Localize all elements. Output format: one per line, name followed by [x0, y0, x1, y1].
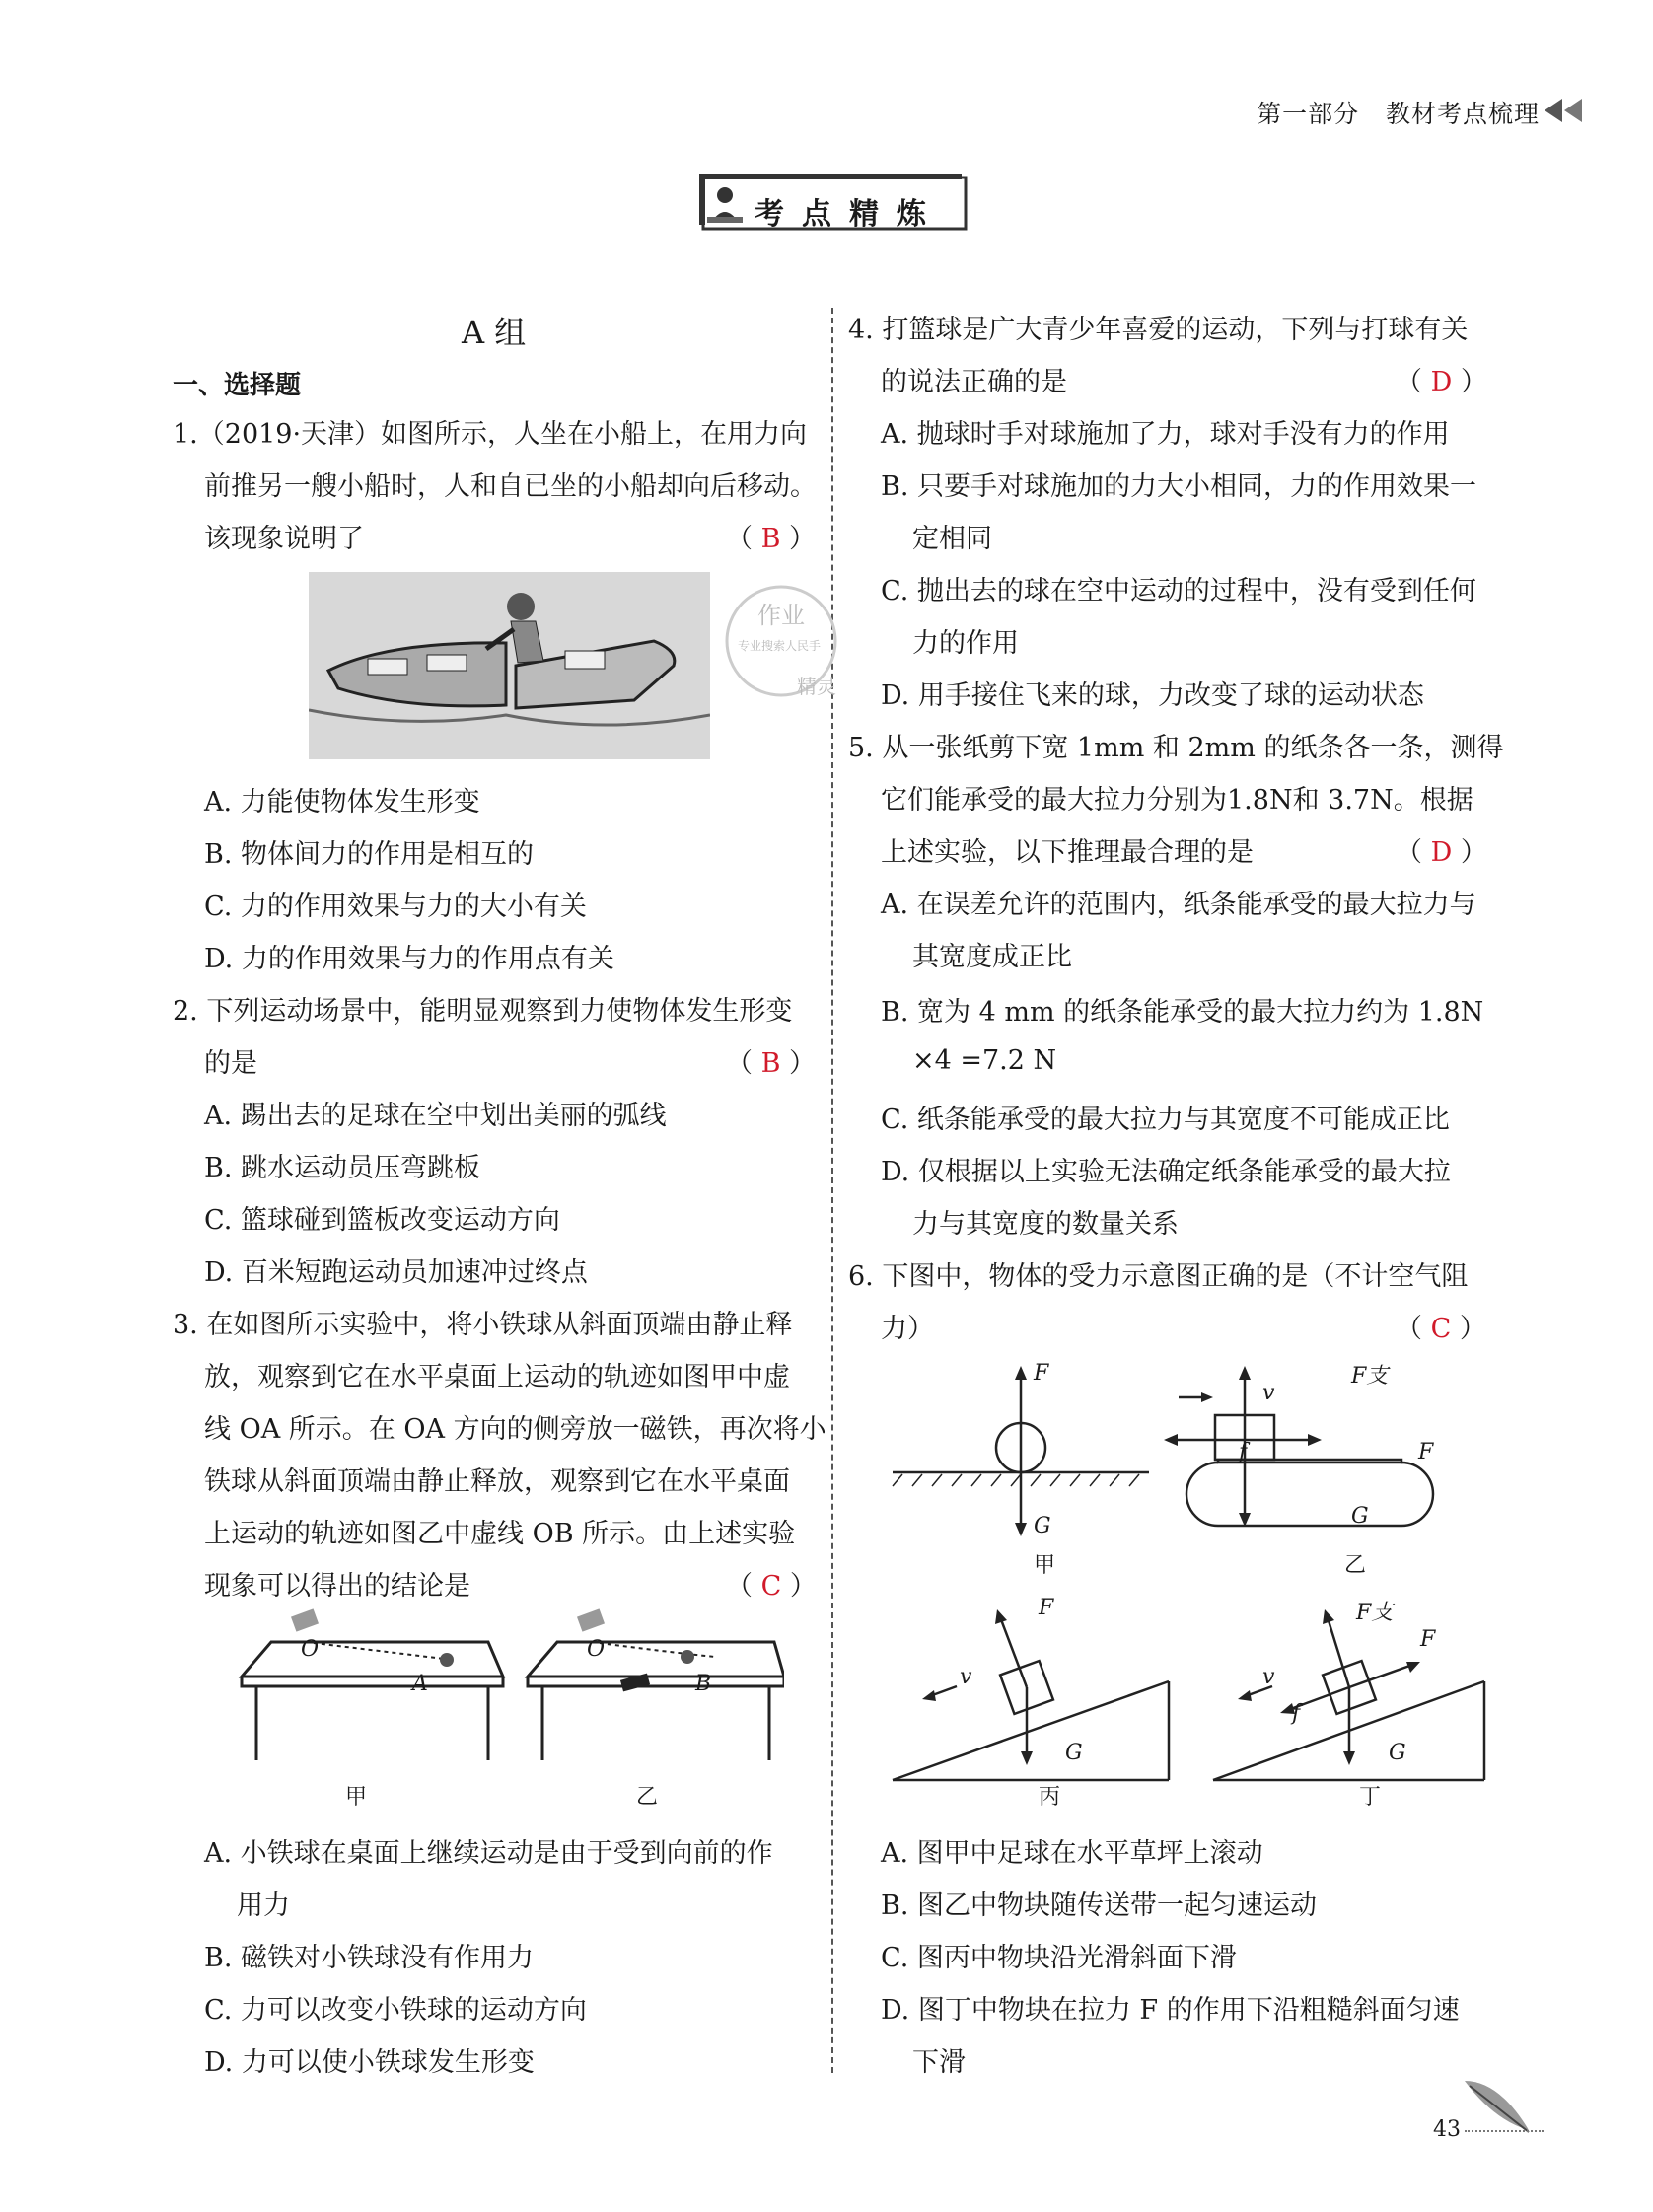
- option: A. 力能使物体发生形变: [204, 787, 480, 818]
- q3-line: 放，观察到它在水平桌面上运动的轨迹如图甲中虚: [204, 1362, 790, 1392]
- fig-caption: 甲: [1034, 1553, 1056, 1578]
- option: C. 力可以改变小铁球的运动方向: [204, 1995, 587, 2026]
- option: D. 仅根据以上实验无法确定纸条能承受的最大拉: [881, 1157, 1451, 1187]
- q3-line: 铁球从斜面顶端由静止释放，观察到它在水平桌面: [204, 1466, 790, 1497]
- option: 下滑: [912, 2047, 966, 2078]
- option: A. 踢出去的足球在空中划出美丽的弧线: [204, 1101, 667, 1131]
- page-number: 43: [1433, 2117, 1461, 2142]
- q2-line: 2. 下列运动场景中，能明显观察到力使物体发生形变: [173, 996, 793, 1027]
- fig-label: G: [1065, 1741, 1083, 1765]
- fig-caption: 丙: [1039, 1785, 1061, 1810]
- q3-line: 线 OA 所示。在 OA 方向的侧旁放一磁铁，再次将小: [204, 1414, 826, 1445]
- q5-line: 上述实验，以下推理最合理的是: [881, 837, 1254, 868]
- watermark-sub: 专业搜索人民手: [738, 639, 822, 653]
- header-arrows-icon: [1543, 95, 1584, 126]
- fig-label: f: [1239, 1440, 1248, 1464]
- q5-answer: （ D ）: [1396, 837, 1487, 868]
- answer-letter: B: [760, 524, 781, 554]
- fig-label: f: [1292, 1701, 1301, 1726]
- q3-line: 3. 在如图所示实验中，将小铁球从斜面顶端由静止释: [173, 1310, 793, 1340]
- q6-line: 6. 下图中，物体的受力示意图正确的是（不计空气阻: [848, 1261, 1469, 1292]
- fig-label: F: [1420, 1627, 1436, 1652]
- option: ×4 =7.2 N: [912, 1045, 1057, 1076]
- q4-line: 4. 打篮球是广大青少年喜爱的运动，下列与打球有关: [848, 315, 1469, 345]
- fig-label: G: [1351, 1504, 1369, 1529]
- option: B. 磁铁对小铁球没有作用力: [204, 1943, 535, 1973]
- table-figure: [232, 1603, 784, 1810]
- option: B. 物体间力的作用是相互的: [204, 839, 535, 870]
- fig-label: F: [1418, 1440, 1434, 1464]
- fig-caption: 甲: [345, 1785, 368, 1810]
- q4-answer: （ D ）: [1396, 367, 1487, 397]
- answer-letter: C: [1430, 1314, 1452, 1344]
- option: D. 用手接住飞来的球，力改变了球的运动状态: [881, 680, 1424, 711]
- q1-line: 1.（2019·天津）如图所示，人坐在小船上，在用力向: [173, 419, 808, 450]
- option: B. 图乙中物块随传送带一起匀速运动: [881, 1891, 1318, 1921]
- footer-dots: [1465, 2130, 1544, 2132]
- answer-letter: D: [1430, 367, 1453, 397]
- banner-title: 考点精炼: [755, 197, 944, 232]
- option: 其宽度成正比: [912, 942, 1072, 972]
- answer-letter: D: [1430, 837, 1453, 868]
- q1-line: 该现象说明了: [204, 524, 364, 554]
- option: B. 宽为 4 mm 的纸条能承受的最大拉力约为 1.8N: [881, 997, 1484, 1028]
- fig-caption: 乙: [1344, 1553, 1367, 1578]
- option: A. 在误差允许的范围内，纸条能承受的最大拉力与: [881, 890, 1476, 920]
- q5-line: 5. 从一张纸剪下宽 1mm 和 2mm 的纸条各一条，测得: [848, 733, 1504, 763]
- fig-label: O: [301, 1637, 320, 1662]
- q3-line: 现象可以得出的结论是: [204, 1571, 470, 1602]
- q4-line: 的说法正确的是: [881, 367, 1067, 397]
- fig-label: G: [1389, 1741, 1406, 1765]
- running-header: [1257, 95, 1540, 130]
- option: C. 力的作用效果与力的大小有关: [204, 892, 587, 922]
- fig-label: O: [587, 1637, 606, 1662]
- section-title: 一、选择题: [173, 371, 302, 400]
- q5-line: 它们能承受的最大拉力分别为1.8N和 3.7N。根据: [881, 785, 1473, 816]
- force-diagrams-figure: [883, 1356, 1494, 1800]
- option: C. 纸条能承受的最大拉力与其宽度不可能成正比: [881, 1105, 1450, 1135]
- fig-label: F: [1039, 1596, 1054, 1620]
- fig-caption: 丁: [1359, 1785, 1382, 1810]
- answer-letter: B: [760, 1048, 781, 1079]
- option: 用力: [237, 1891, 290, 1921]
- q6-answer: （ C ）: [1396, 1314, 1486, 1344]
- option: 定相同: [912, 524, 992, 554]
- option: C. 抛出去的球在空中运动的过程中，没有受到任何: [881, 576, 1476, 607]
- answer-letter: C: [760, 1571, 782, 1602]
- header-section: 第一部分: [1257, 100, 1360, 128]
- option: 力与其宽度的数量关系: [912, 1209, 1179, 1240]
- fig-label: v: [960, 1665, 972, 1689]
- watermark-text: 作业: [757, 602, 805, 629]
- q2-answer: （ B ）: [726, 1048, 817, 1079]
- q3-line: 上运动的轨迹如图乙中虚线 OB 所示。由上述实验: [204, 1519, 796, 1549]
- header-chapter: 教材考点梳理: [1385, 100, 1540, 128]
- fig-caption: 乙: [636, 1785, 659, 1810]
- option: C. 篮球碰到篮板改变运动方向: [204, 1205, 560, 1236]
- q2-line: 的是: [204, 1048, 257, 1079]
- option: D. 力可以使小铁球发生形变: [204, 2047, 535, 2078]
- q6-line: 力）: [881, 1314, 934, 1344]
- fig-label: A: [412, 1672, 428, 1696]
- option: A. 图甲中足球在水平草坪上滚动: [881, 1838, 1263, 1869]
- option: A. 抛球时手对球施加了力，球对手没有力的作用: [881, 419, 1450, 450]
- fig-label: v: [1262, 1381, 1275, 1405]
- watermark-tail: 精灵: [797, 675, 836, 698]
- boat-figure: [309, 572, 710, 759]
- fig-label: v: [1262, 1665, 1275, 1689]
- fig-label: F支: [1356, 1601, 1394, 1625]
- fig-label: F支: [1351, 1364, 1389, 1389]
- option: B. 只要手对球施加的力大小相同，力的作用效果一: [881, 471, 1477, 502]
- option: 力的作用: [912, 628, 1019, 659]
- fig-label: G: [1034, 1514, 1051, 1538]
- q1-answer: （ B ）: [726, 524, 817, 554]
- fig-label: F: [1034, 1361, 1049, 1386]
- option: D. 图丁中物块在拉力 F 的作用下沿粗糙斜面匀速: [881, 1995, 1460, 2026]
- fig-label: B: [695, 1672, 712, 1696]
- q3-answer: （ C ）: [726, 1571, 817, 1602]
- option: B. 跳水运动员压弯跳板: [204, 1153, 481, 1183]
- q1-line: 前推另一艘小船时，人和自已坐的小船却向后移动。: [204, 471, 817, 502]
- group-title: A 组: [462, 314, 527, 351]
- option: A. 小铁球在桌面上继续运动是由于受到向前的作: [204, 1838, 773, 1869]
- option: D. 百米短跑运动员加速冲过终点: [204, 1257, 588, 1288]
- option: D. 力的作用效果与力的作用点有关: [204, 944, 614, 974]
- option: C. 图丙中物块沿光滑斜面下滑: [881, 1943, 1237, 1973]
